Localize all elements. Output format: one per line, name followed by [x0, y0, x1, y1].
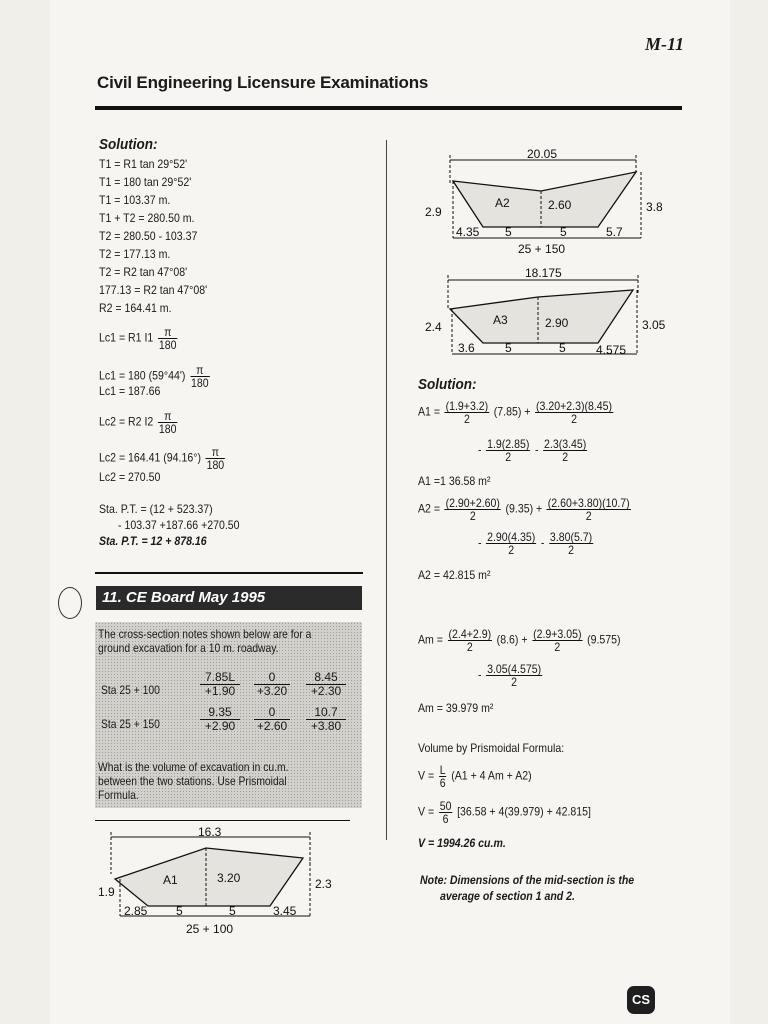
lc-line: Lc1 = 187.66: [99, 384, 161, 398]
lc-line: Lc1 = 180 (59°44') $\frac{\pi}{180}$: [99, 363, 209, 390]
right-height-label: 3.05: [642, 318, 666, 332]
right-height-label: 2.3: [315, 877, 332, 891]
lc-line: Lc2 = 164.41 (94.16°) $\frac{\pi}{180}$: [99, 445, 225, 472]
note-line: Note: Dimensions of the mid-section is the: [420, 873, 635, 887]
problem-question-line: What is the volume of excavation in cu.m.: [98, 760, 289, 774]
solution-line: T2 = 280.50 - 103.37: [99, 229, 198, 243]
cross-section-2-diagram: [423, 145, 673, 260]
cross-section-outline: [453, 172, 636, 227]
am-equation: Am = $\frac{(2.4+2.9)}{2}$ (8.6) + $\frac{(2.9+3.05)}{2}$ (9.575): [418, 627, 621, 654]
base-segment-label: 3.45: [273, 904, 297, 918]
a1-equation-cont: - $\frac{1.9(2.85)}{2}$ - $\frac{2.3(3.45)}{2}$: [478, 437, 587, 464]
station-name: Sta 25 + 100: [101, 683, 160, 697]
lc-line: Lc2 = 270.50: [99, 470, 161, 484]
solution-line: T2 = R2 tan 47°08': [99, 265, 188, 279]
station-note: 8.45 +2.30: [306, 671, 346, 698]
problem-banner: 11. CE Board May 1995: [96, 586, 362, 610]
lc-line: Lc2 = R2 I2 $\frac{\pi}{180}$: [99, 409, 177, 436]
base-segment-label: 4.575: [596, 343, 627, 357]
page-number: M-11: [645, 34, 685, 54]
base-segment-label: 5.7: [606, 225, 623, 239]
base-segment-label: 3.6: [458, 341, 475, 355]
base-segment-label: 5: [176, 904, 183, 918]
solution-line: T1 = 180 tan 29°52': [99, 175, 192, 189]
volume-title: Volume by Prismoidal Formula:: [418, 741, 565, 755]
banner-rule: [95, 572, 363, 574]
problem-intro-line: The cross-section notes shown below are for a: [98, 627, 312, 641]
a1-result: A1 =1 36.58 m²: [418, 474, 491, 488]
problem-question-line: between the two stations. Use Prismoidal: [98, 774, 287, 788]
base-segment-label: 5: [229, 904, 236, 918]
cross-section-1-diagram: [98, 824, 338, 939]
area-label: A2: [495, 196, 510, 210]
cross-section-outline: [115, 848, 303, 906]
station-note: 9.35 +2.90: [200, 706, 240, 733]
solution-line: T1 = R1 tan 29°52': [99, 157, 188, 171]
section-rule: [95, 820, 350, 821]
left-height-label: 2.4: [425, 320, 442, 334]
volume-result: V = 1994.26 cu.m.: [418, 836, 506, 850]
problem-question-line: Formula.: [98, 788, 139, 802]
a2-result: A2 = 42.815 m²: [418, 568, 491, 582]
base-segment-label: 5: [559, 341, 566, 355]
solution-line: T1 = 103.37 m.: [99, 193, 171, 207]
sta-line: Sta. P.T. = 12 + 878.16: [99, 534, 207, 548]
station-name: Sta 25 + 150: [101, 717, 160, 731]
top-width-label: 18.175: [525, 266, 562, 280]
header-rule: [95, 106, 682, 110]
sta-line: - 103.37 +187.66 +270.50: [118, 518, 240, 532]
volume-formula: V = $\frac{L}{6}$ (A1 + 4 Am + A2): [418, 763, 532, 790]
a2-equation-cont: - $\frac{2.90(4.35)}{2}$ - $\frac{3.80(5.7)}{2}$: [478, 530, 593, 557]
left-height-label: 2.9: [425, 205, 442, 219]
column-divider: [386, 140, 387, 840]
camscanner-logo: CS: [627, 986, 655, 1014]
top-width-label: 16.3: [198, 825, 222, 839]
handwritten-circle-mark: [58, 587, 82, 619]
area-label: A1: [163, 873, 178, 887]
base-segment-label: 5: [505, 225, 512, 239]
left-height-label: 1.9: [98, 885, 115, 899]
base-segment-label: 2.85: [124, 904, 148, 918]
center-height-label: 3.20: [217, 871, 241, 885]
volume-substitution: V = $\frac{50}{6}$ [36.58 + 4(39.979) + 42.815]: [418, 799, 591, 826]
station-label: 25 + 100: [186, 922, 234, 936]
cross-section-outline: [450, 290, 633, 343]
base-segment-label: 5: [505, 341, 512, 355]
cross-section-3-diagram: [423, 265, 673, 365]
station-note: 0 +2.60: [254, 706, 290, 733]
station-note: 10.7 +3.80: [306, 706, 346, 733]
sta-line: Sta. P.T. = (12 + 523.37): [99, 502, 213, 516]
note-line: average of section 1 and 2.: [440, 889, 575, 903]
am-result: Am = 39.979 m²: [418, 701, 494, 715]
center-height-label: 2.60: [548, 198, 572, 212]
station-note: 7.85L +1.90: [200, 671, 240, 698]
station-note: 0 +3.20: [254, 671, 290, 698]
base-segment-label: 5: [560, 225, 567, 239]
problem-intro-line: ground excavation for a 10 m. roadway.: [98, 641, 279, 655]
left-solution-title: Solution:: [99, 136, 158, 153]
a2-equation: A2 = $\frac{(2.90+2.60)}{2}$ (9.35) + $\frac{(2.60+3.80)(10.7)}{2}$: [418, 496, 630, 523]
right-solution-title: Solution:: [418, 376, 477, 393]
solution-line: T1 + T2 = 280.50 m.: [99, 211, 195, 225]
header-title: Civil Engineering Licensure Examinations: [97, 73, 429, 92]
am-equation-cont: - $\frac{3.05(4.575)}{2}$: [478, 662, 542, 689]
solution-line: 177.13 = R2 tan 47°08': [99, 283, 208, 297]
solution-line: T2 = 177.13 m.: [99, 247, 171, 261]
area-label: A3: [493, 313, 508, 327]
station-label: 25 + 150: [518, 242, 566, 256]
lc-line: Lc1 = R1 I1 $\frac{\pi}{180}$: [99, 325, 177, 352]
base-segment-label: 4.35: [456, 225, 480, 239]
solution-line: R2 = 164.41 m.: [99, 301, 172, 315]
a1-equation: A1 = $\frac{(1.9+3.2)}{2}$ (7.85) + $\frac{(3.20+2.3)(8.45)}{2}$: [418, 399, 613, 426]
center-height-label: 2.90: [545, 316, 569, 330]
right-height-label: 3.8: [646, 200, 663, 214]
top-width-label: 20.05: [527, 147, 558, 161]
